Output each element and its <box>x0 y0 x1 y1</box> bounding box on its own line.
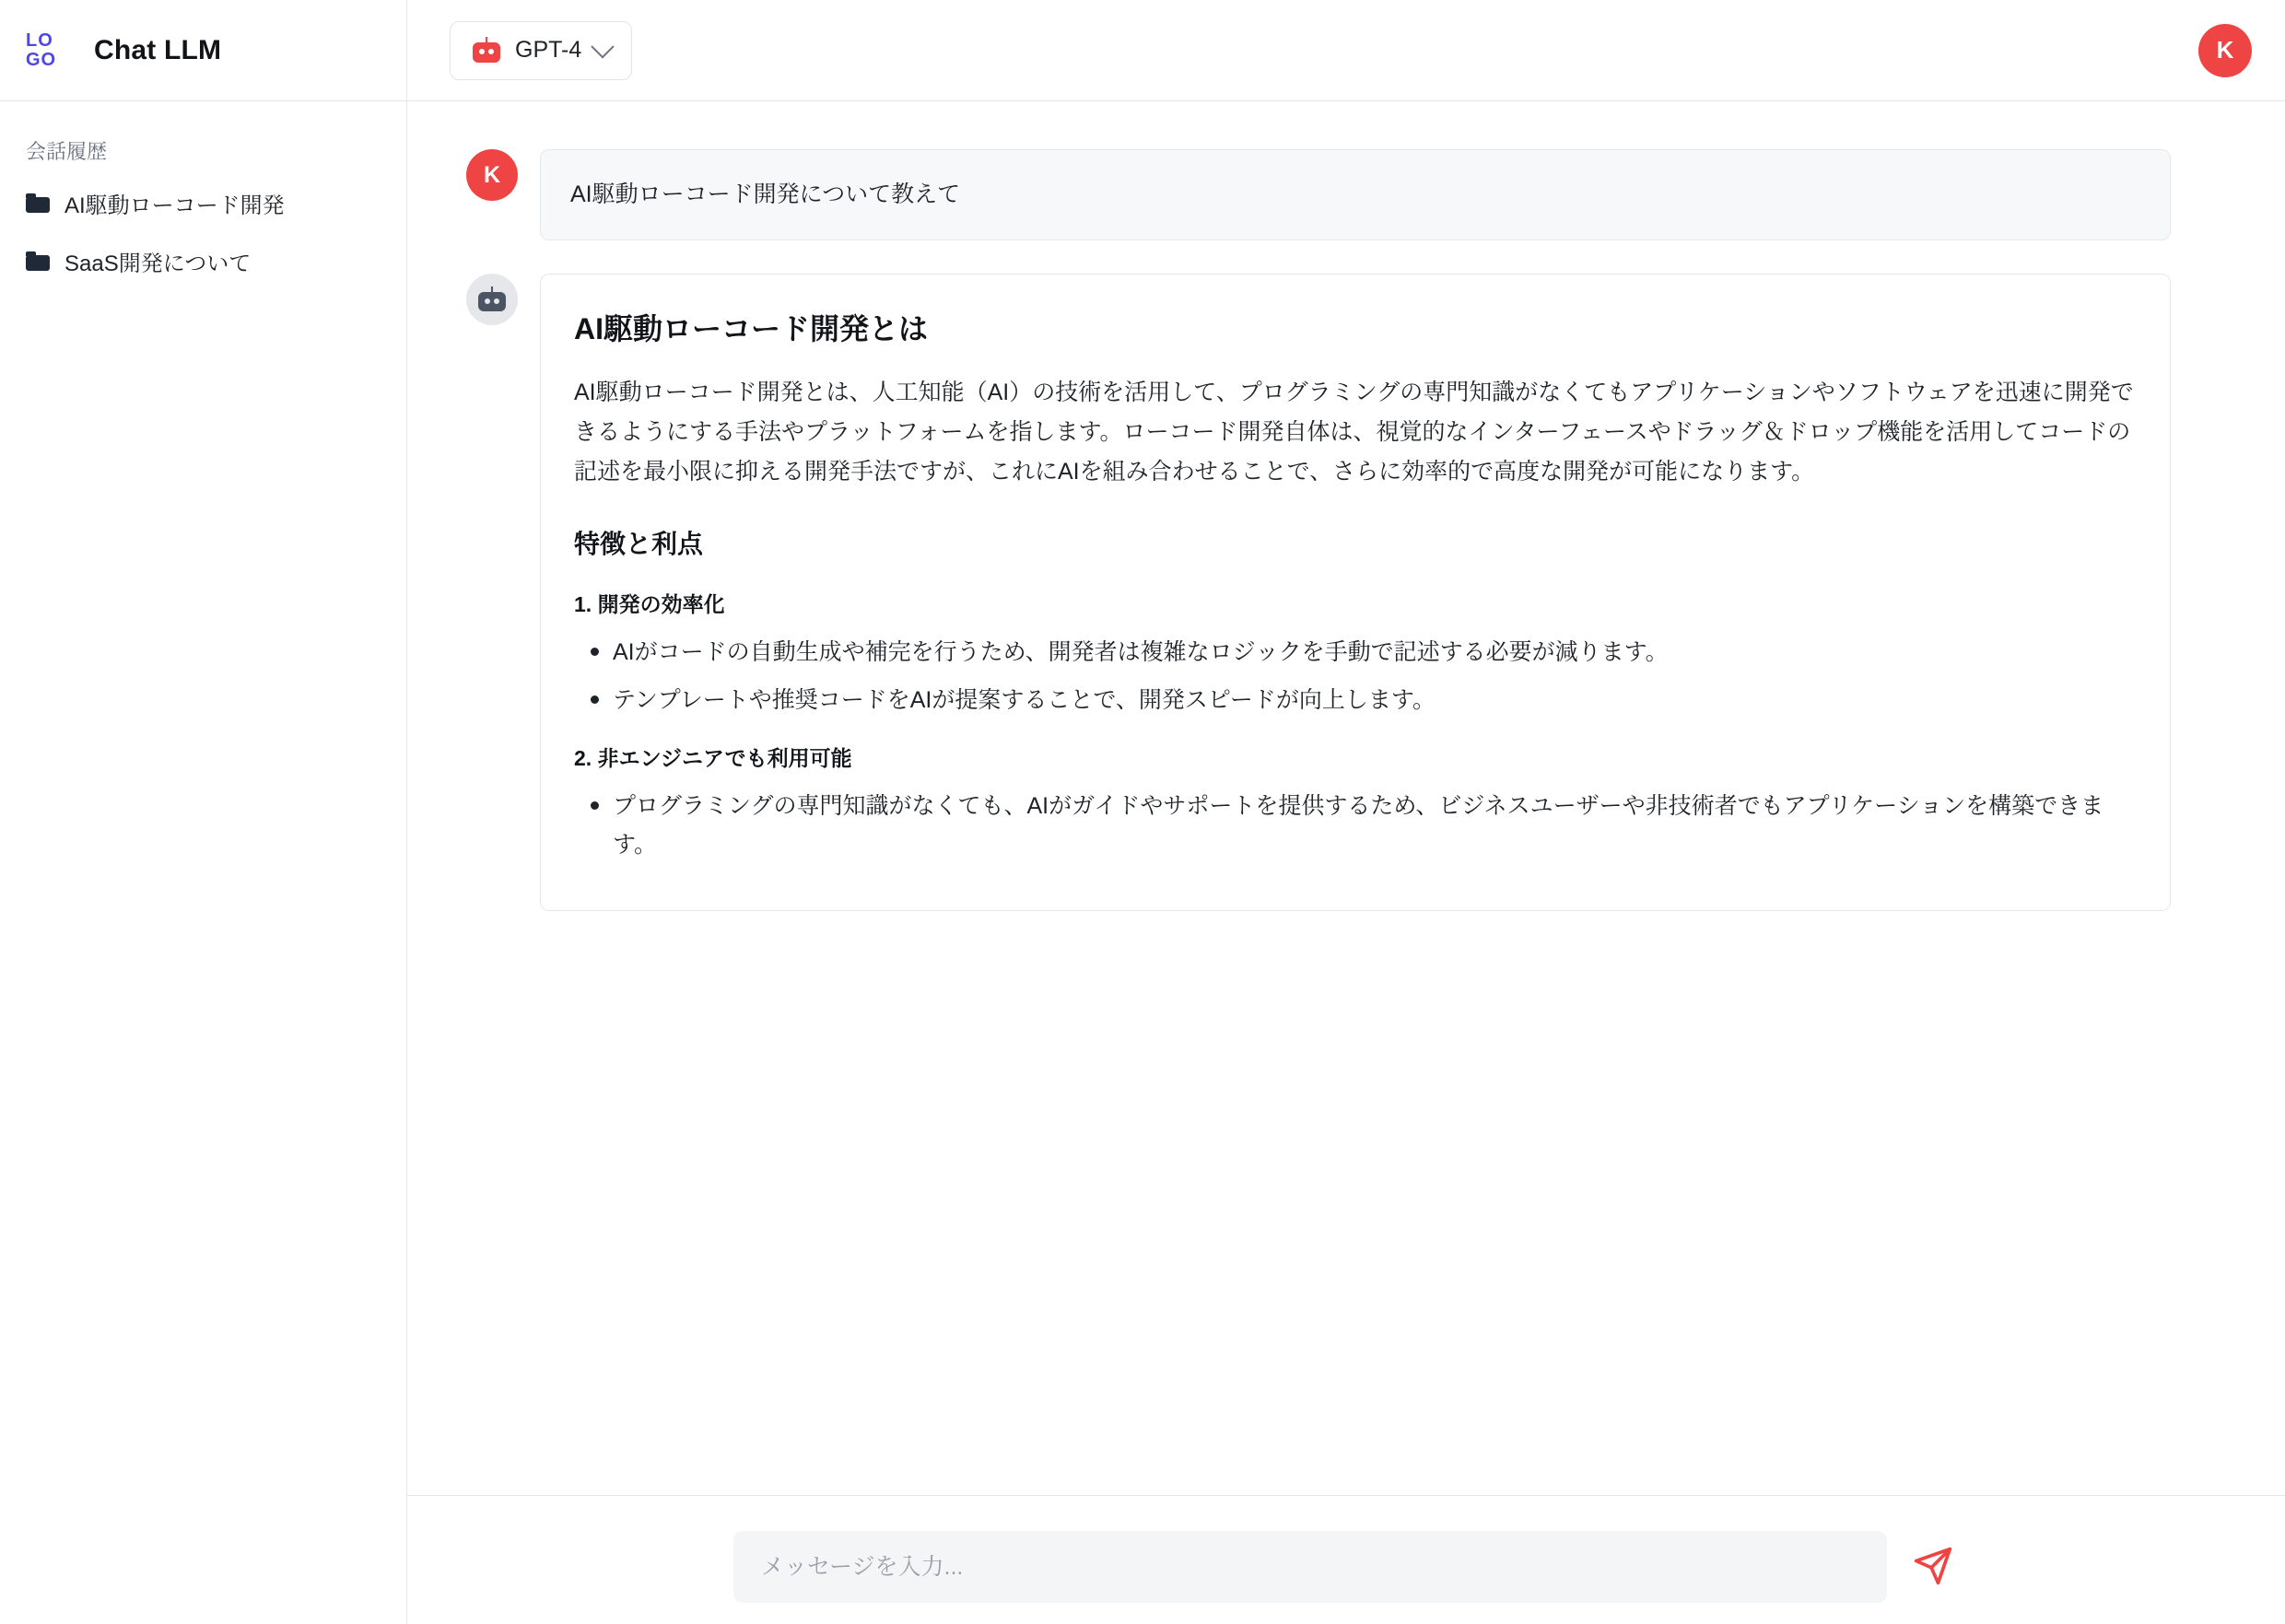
answer-subsection-title: 2. 非エンジニアでも利用可能 <box>574 745 852 770</box>
answer-bullet-list <box>574 633 2137 719</box>
message-bubble-user: AI駆動ローコード開発について教えて <box>540 149 2171 240</box>
logo-line-1: LO <box>26 29 53 51</box>
avatar: K <box>466 149 518 201</box>
conversation-area <box>407 101 2285 1495</box>
sidebar-header <box>0 0 406 101</box>
message-user <box>466 149 2226 240</box>
main-panel <box>407 0 2285 1624</box>
list-item: テンプレートや推奨コードをAIが提案することで、開発スピードが向上します。 <box>574 681 2137 719</box>
answer-bullet-list <box>574 787 2137 864</box>
logo-icon <box>26 29 77 73</box>
answer-intro-paragraph: AI駆動ローコード開発とは、人工知能（AI）の技術を活用して、プログラミングの専門知識がなくてもアプリケーションやソフトウェアを迅速に開発できるようにする手法やプラットフォームを指します。ローコード開発自体は、視覚的なインターフェースやドラッグ＆ドロップ機能を活用してコードの記述を最小限に抑える開発手法ですが、これにAIを組み合わせることで、さらに効率的で高度な開発が可能になります。 <box>574 380 2134 485</box>
history-section-label: 会話履歴 <box>26 140 108 163</box>
message-bubble-assistant <box>540 274 2171 912</box>
sidebar-item-saas[interactable] <box>0 232 406 290</box>
folder-icon <box>26 193 50 213</box>
composer <box>733 1531 1959 1603</box>
message-assistant <box>466 274 2226 912</box>
model-selector[interactable] <box>450 21 632 80</box>
brand-title: Chat LLM <box>94 34 222 65</box>
logo-line-2: GO <box>26 49 57 70</box>
list-item: プログラミングの専門知識がなくても、AIがガイドやサポートを提供するため、ビジネスユーザーや非技術者でもアプリケーションを構築できます。 <box>574 787 2137 864</box>
send-icon <box>1913 1546 1953 1589</box>
robot-icon <box>476 286 508 313</box>
top-bar <box>407 0 2285 101</box>
sidebar-item-ai-lowcode[interactable] <box>0 174 406 232</box>
answer-section-heading: 特徴と利点 <box>574 530 704 559</box>
assistant-avatar <box>466 274 518 325</box>
send-button[interactable] <box>1907 1541 1959 1593</box>
answer-subsection-title: 1. 開発の効率化 <box>574 591 725 616</box>
model-name-label: GPT-4 <box>515 37 582 63</box>
conversation-history-list <box>0 174 406 290</box>
folder-icon <box>26 251 50 271</box>
chevron-down-icon <box>592 35 615 58</box>
list-item: AIがコードの自動生成や補完を行うため、開発者は複雑なロジックを手動で記述する必要が減ります。 <box>574 633 2137 672</box>
answer-heading: AI駆動ローコード開発とは <box>574 311 929 345</box>
sidebar-item-label: SaaS開発について <box>64 251 252 276</box>
sidebar-item-label: AI駆動ローコード開発 <box>64 193 285 218</box>
avatar[interactable]: K <box>2198 24 2252 77</box>
sidebar <box>0 0 407 1624</box>
robot-icon <box>471 37 502 64</box>
composer-area <box>407 1495 2285 1624</box>
message-input[interactable] <box>733 1531 1887 1603</box>
